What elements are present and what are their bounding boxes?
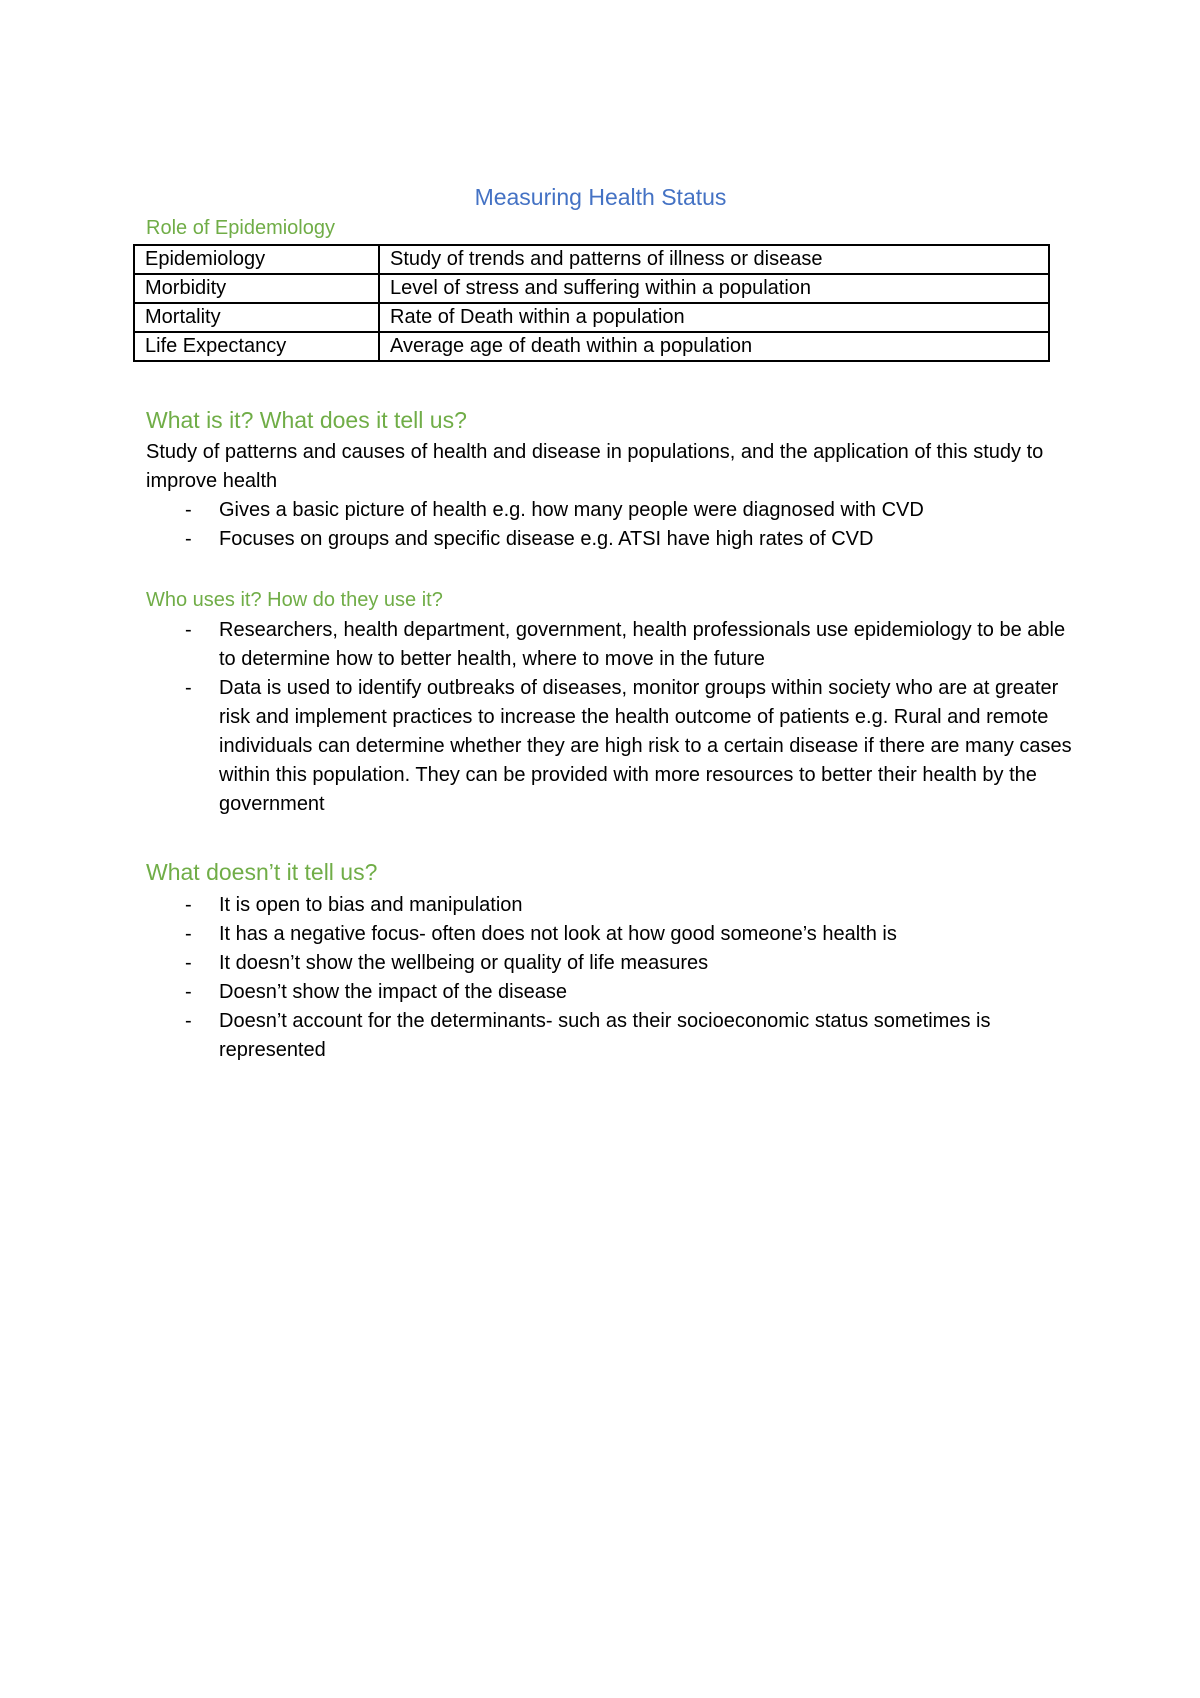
list-item-text: Data is used to identify outbreaks of diseases, monitor groups within society who are at greater risk and implement practices to increase the health outcome of patients e.g. Rural and remote individuals can determine whether they are high risk to a certain disease if there are many cases within this population. They can be provided with more resources to better their health by the government [219,677,1072,815]
definitions-table [133,244,1050,362]
list-item [146,525,1076,554]
table-cell-definition: Level of stress and suffering within a population [379,274,1049,303]
list-item [146,978,1076,1007]
table-section-label: Role of Epidemiology [146,217,335,239]
table-row [134,332,1049,361]
table-cell-definition: Study of trends and patterns of illness or disease [379,245,1049,274]
bullet-dash: - [185,894,192,916]
what-is-it-list [146,496,1076,554]
bullet-dash: - [185,528,192,550]
list-item [146,674,1076,819]
list-item-text: Doesn’t account for the determinants- such as their socioeconomic status sometimes is represented [219,1010,991,1061]
list-item-text: Focuses on groups and specific disease e.g. ATSI have high rates of CVD [219,528,874,550]
list-item-text: Doesn’t show the impact of the disease [219,981,567,1003]
table-row [134,274,1049,303]
list-item [146,616,1076,674]
table-cell-term: Mortality [134,303,379,332]
list-item-text: It doesn’t show the wellbeing or quality of life measures [219,952,709,974]
table-row [134,303,1049,332]
list-item [146,949,1076,978]
bullet-dash: - [185,499,192,521]
table-cell-term: Epidemiology [134,245,379,274]
bullet-dash: - [185,619,192,641]
list-item [146,496,1076,525]
bullet-dash: - [185,952,192,974]
page-title: Measuring Health Status [474,184,727,210]
bullet-dash: - [185,923,192,945]
bullet-dash: - [185,1010,192,1032]
table-row [134,245,1049,274]
list-item-text: It has a negative focus- often does not look at how good someone’s health is [219,923,897,945]
table-cell-definition: Average age of death within a population [379,332,1049,361]
what-doesnt-list [146,891,1076,1065]
list-item-text: Gives a basic picture of health e.g. how many people were diagnosed with CVD [219,499,924,521]
who-uses-it-heading: Who uses it? How do they use it? [146,589,443,611]
bullet-dash: - [185,981,192,1003]
table-cell-definition: Rate of Death within a population [379,303,1049,332]
list-item [146,1007,1076,1065]
list-item-text: It is open to bias and manipulation [219,894,523,916]
table-cell-term: Life Expectancy [134,332,379,361]
what-is-it-heading: What is it? What does it tell us? [146,407,467,433]
what-doesnt-heading: What doesn’t it tell us? [146,859,378,885]
list-item [146,891,1076,920]
bullet-dash: - [185,677,192,699]
who-uses-it-list [146,616,1076,819]
what-is-it-paragraph: Study of patterns and causes of health and disease in populations, and the application of this study to improve health [146,441,1044,492]
list-item [146,920,1076,949]
list-item-text: Researchers, health department, government, health professionals use epidemiology to be able to determine how to better health, where to move in the future [219,619,1066,670]
table-cell-term: Morbidity [134,274,379,303]
